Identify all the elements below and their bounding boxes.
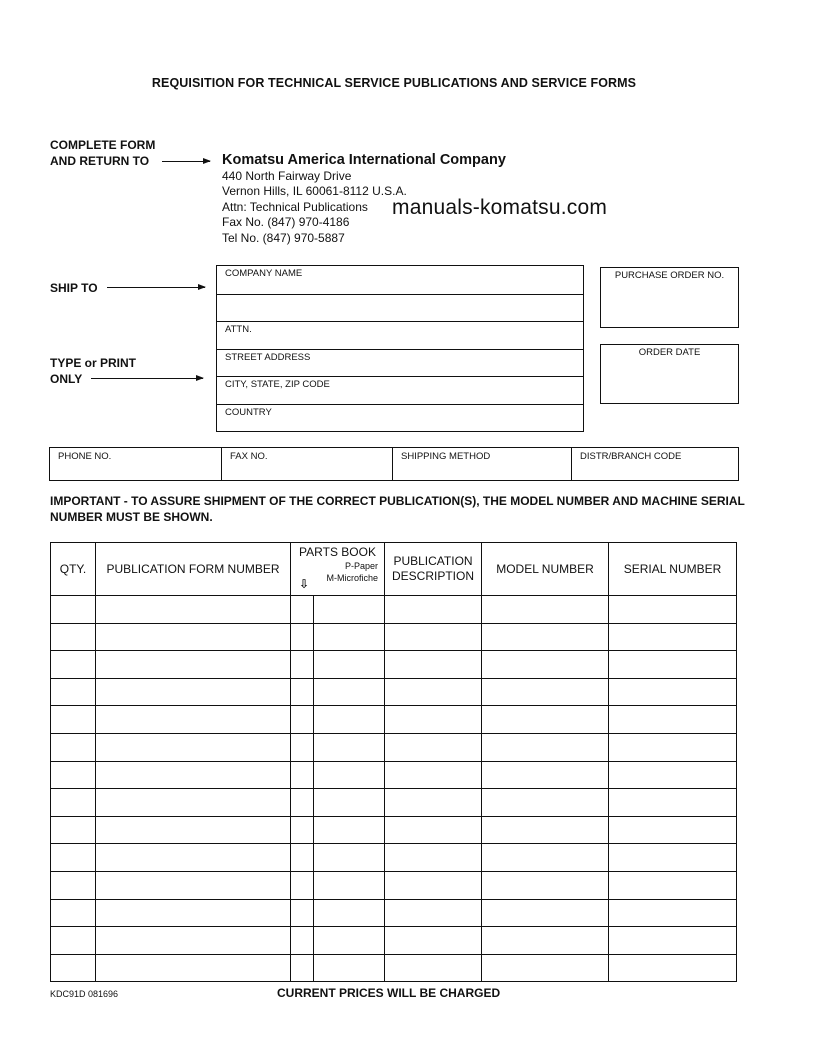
order-date-label: ORDER DATE [638, 347, 701, 358]
field-label: SHIPPING METHOD [401, 451, 491, 462]
parts-book-cell[interactable] [314, 623, 385, 651]
pub-description-cell[interactable] [385, 651, 482, 679]
pub-form-number-cell[interactable] [96, 927, 291, 955]
parts-book-type-cell[interactable] [291, 651, 314, 679]
phone-field[interactable] [50, 448, 222, 480]
pub-form-number-header: PUBLICATION FORM NUMBER [96, 543, 291, 596]
parts-book-cell[interactable] [314, 844, 385, 872]
serial-number-header: SERIAL NUMBER [609, 543, 737, 596]
serial-number-cell[interactable] [609, 761, 737, 789]
pub-description-cell[interactable] [385, 816, 482, 844]
parts-book-type-cell[interactable] [291, 789, 314, 817]
parts-book-title: PARTS BOOK [299, 545, 376, 559]
serial-number-cell[interactable] [609, 706, 737, 734]
qty-cell[interactable] [51, 789, 96, 817]
paper-label: P-Paper [344, 561, 379, 571]
company-name: Komatsu America International Company [222, 152, 506, 168]
branch-code-field[interactable] [572, 448, 738, 480]
important-notice: IMPORTANT - TO ASSURE SHIPMENT OF THE CORRECT PUBLICATION(S), THE MODEL NUMBER AND MACHINE SERIAL NUMBER MUST BE SHOWN. [50, 494, 745, 524]
arrow-down-icon: ⇩ [299, 577, 310, 591]
qty-cell[interactable] [51, 678, 96, 706]
serial-number-cell[interactable] [609, 789, 737, 817]
qty-cell[interactable] [51, 623, 96, 651]
parts-book-cell[interactable] [314, 789, 385, 817]
model-number-cell[interactable] [482, 954, 609, 982]
model-number-cell[interactable] [482, 789, 609, 817]
parts-book-type-cell[interactable] [291, 871, 314, 899]
pub-form-number-cell[interactable] [96, 706, 291, 734]
form-code: KDC91D 081696 [50, 989, 119, 999]
purchase-order-label: PURCHASE ORDER NO. [614, 270, 725, 281]
parts-book-cell[interactable] [314, 596, 385, 624]
table-row [51, 651, 737, 679]
parts-book-cell[interactable] [314, 871, 385, 899]
serial-number-cell[interactable] [609, 899, 737, 927]
parts-book-header [291, 543, 385, 596]
publications-table [50, 542, 737, 982]
qty-cell[interactable] [51, 899, 96, 927]
pub-form-number-cell[interactable] [96, 651, 291, 679]
pub-form-number-cell[interactable] [96, 954, 291, 982]
table-row [51, 927, 737, 955]
model-number-cell[interactable] [482, 761, 609, 789]
city-state-zip-field[interactable] [217, 377, 583, 405]
model-number-cell[interactable] [482, 733, 609, 761]
pub-form-number-cell[interactable] [96, 844, 291, 872]
qty-cell[interactable] [51, 954, 96, 982]
field-label: FAX NO. [230, 451, 268, 462]
parts-book-cell[interactable] [314, 899, 385, 927]
qty-cell[interactable] [51, 927, 96, 955]
ship-to-box [216, 265, 584, 432]
complete-form-label: COMPLETE FORM [50, 138, 156, 152]
address-line: Fax No. (847) 970-4186 [222, 215, 350, 229]
parts-book-type-cell[interactable] [291, 706, 314, 734]
model-number-cell[interactable] [482, 706, 609, 734]
model-number-cell[interactable] [482, 623, 609, 651]
table-row [51, 789, 737, 817]
serial-number-cell[interactable] [609, 733, 737, 761]
model-number-cell[interactable] [482, 816, 609, 844]
pub-form-number-cell[interactable] [96, 761, 291, 789]
parts-book-cell[interactable] [314, 678, 385, 706]
serial-number-cell[interactable] [609, 844, 737, 872]
microfiche-label: M-Microfiche [326, 573, 379, 583]
model-number-cell[interactable] [482, 844, 609, 872]
parts-book-type-cell[interactable] [291, 733, 314, 761]
pub-form-number-cell[interactable] [96, 733, 291, 761]
address-line: Tel No. (847) 970-5887 [222, 231, 345, 245]
table-row [51, 899, 737, 927]
shipping-method-field[interactable] [393, 448, 572, 480]
serial-number-cell[interactable] [609, 927, 737, 955]
field-label: PHONE NO. [58, 451, 112, 462]
pub-description-cell[interactable] [385, 871, 482, 899]
pub-description-cell[interactable] [385, 954, 482, 982]
company-name-field[interactable] [217, 266, 583, 295]
model-number-cell[interactable] [482, 927, 609, 955]
model-number-cell[interactable] [482, 651, 609, 679]
order-date-field[interactable] [600, 344, 739, 404]
pub-description-cell[interactable] [385, 623, 482, 651]
qty-cell[interactable] [51, 651, 96, 679]
pub-description-cell[interactable] [385, 789, 482, 817]
parts-book-type-cell[interactable] [291, 816, 314, 844]
pub-description-header [385, 543, 482, 596]
field-label: CITY, STATE, ZIP CODE [225, 379, 330, 390]
pub-description-cell[interactable] [385, 678, 482, 706]
company-name-extra-field[interactable] [217, 295, 583, 322]
pub-form-number-cell[interactable] [96, 678, 291, 706]
ship-to-arrow-icon [107, 287, 205, 288]
ship-to-label: SHIP TO [50, 281, 98, 295]
table-row [51, 844, 737, 872]
qty-cell[interactable] [51, 706, 96, 734]
field-label: ATTN. [225, 324, 252, 335]
parts-book-cell[interactable] [314, 651, 385, 679]
street-address-field[interactable] [217, 350, 583, 377]
serial-number-cell[interactable] [609, 623, 737, 651]
pub-description-line1: PUBLICATION [393, 554, 473, 568]
address-line: Attn: Technical Publications [222, 200, 368, 214]
parts-book-type-cell[interactable] [291, 899, 314, 927]
parts-book-type-cell[interactable] [291, 927, 314, 955]
model-number-cell[interactable] [482, 871, 609, 899]
pub-form-number-cell[interactable] [96, 871, 291, 899]
serial-number-cell[interactable] [609, 816, 737, 844]
country-field[interactable] [217, 405, 583, 431]
field-label: COUNTRY [225, 407, 272, 418]
pub-description-cell[interactable] [385, 844, 482, 872]
pub-form-number-cell[interactable] [96, 816, 291, 844]
qty-header: QTY. [51, 543, 96, 596]
pub-form-number-cell[interactable] [96, 899, 291, 927]
fax-field[interactable] [222, 448, 393, 480]
pub-description-line2: DESCRIPTION [392, 569, 475, 583]
serial-number-cell[interactable] [609, 651, 737, 679]
qty-cell[interactable] [51, 596, 96, 624]
pub-description-cell[interactable] [385, 596, 482, 624]
pub-form-number-cell[interactable] [96, 623, 291, 651]
table-row [51, 678, 737, 706]
price-note: CURRENT PRICES WILL BE CHARGED [277, 986, 501, 1000]
return-to-label: AND RETURN TO [50, 154, 150, 168]
pub-description-cell[interactable] [385, 733, 482, 761]
serial-number-cell[interactable] [609, 596, 737, 624]
model-number-cell[interactable] [482, 596, 609, 624]
parts-book-cell[interactable] [314, 954, 385, 982]
serial-number-cell[interactable] [609, 678, 737, 706]
pub-form-number-cell[interactable] [96, 596, 291, 624]
type-print-arrow-icon [91, 378, 203, 379]
parts-book-cell[interactable] [314, 733, 385, 761]
contact-info-row [49, 447, 739, 481]
field-label: COMPANY NAME [225, 268, 303, 279]
parts-book-type-cell[interactable] [291, 678, 314, 706]
serial-number-cell[interactable] [609, 871, 737, 899]
publications-table-body [51, 596, 737, 982]
qty-cell[interactable] [51, 816, 96, 844]
attn-field[interactable] [217, 322, 583, 350]
purchase-order-field[interactable] [600, 267, 739, 328]
parts-book-type-cell[interactable] [291, 954, 314, 982]
return-arrow-icon [162, 161, 210, 162]
parts-book-type-cell[interactable] [291, 761, 314, 789]
form-title: REQUISITION FOR TECHNICAL SERVICE PUBLICATIONS AND SERVICE FORMS [151, 76, 637, 90]
parts-book-type-cell[interactable] [291, 844, 314, 872]
parts-book-cell[interactable] [314, 816, 385, 844]
qty-cell[interactable] [51, 844, 96, 872]
table-row [51, 954, 737, 982]
field-label: STREET ADDRESS [225, 352, 311, 363]
qty-cell[interactable] [51, 871, 96, 899]
parts-book-cell[interactable] [314, 706, 385, 734]
table-row [51, 733, 737, 761]
model-number-cell[interactable] [482, 678, 609, 706]
watermark: manuals-komatsu.com [392, 196, 608, 219]
table-row [51, 816, 737, 844]
field-label: DISTR/BRANCH CODE [580, 451, 682, 462]
address-line: 440 North Fairway Drive [222, 169, 352, 183]
pub-description-cell[interactable] [385, 927, 482, 955]
table-row [51, 706, 737, 734]
model-number-header: MODEL NUMBER [482, 543, 609, 596]
only-label: ONLY [50, 372, 83, 386]
address-line: Vernon Hills, IL 60061-8112 U.S.A. [222, 184, 407, 198]
table-row [51, 596, 737, 624]
type-print-label: TYPE or PRINT [50, 356, 137, 370]
pub-description-cell[interactable] [385, 706, 482, 734]
table-row [51, 871, 737, 899]
pub-description-cell[interactable] [385, 899, 482, 927]
serial-number-cell[interactable] [609, 954, 737, 982]
table-row [51, 623, 737, 651]
parts-book-type-cell[interactable] [291, 596, 314, 624]
parts-book-cell[interactable] [314, 927, 385, 955]
model-number-cell[interactable] [482, 899, 609, 927]
table-row [51, 761, 737, 789]
qty-cell[interactable] [51, 761, 96, 789]
parts-book-type-cell[interactable] [291, 623, 314, 651]
parts-book-cell[interactable] [314, 761, 385, 789]
qty-cell[interactable] [51, 733, 96, 761]
pub-description-cell[interactable] [385, 761, 482, 789]
pub-form-number-cell[interactable] [96, 789, 291, 817]
